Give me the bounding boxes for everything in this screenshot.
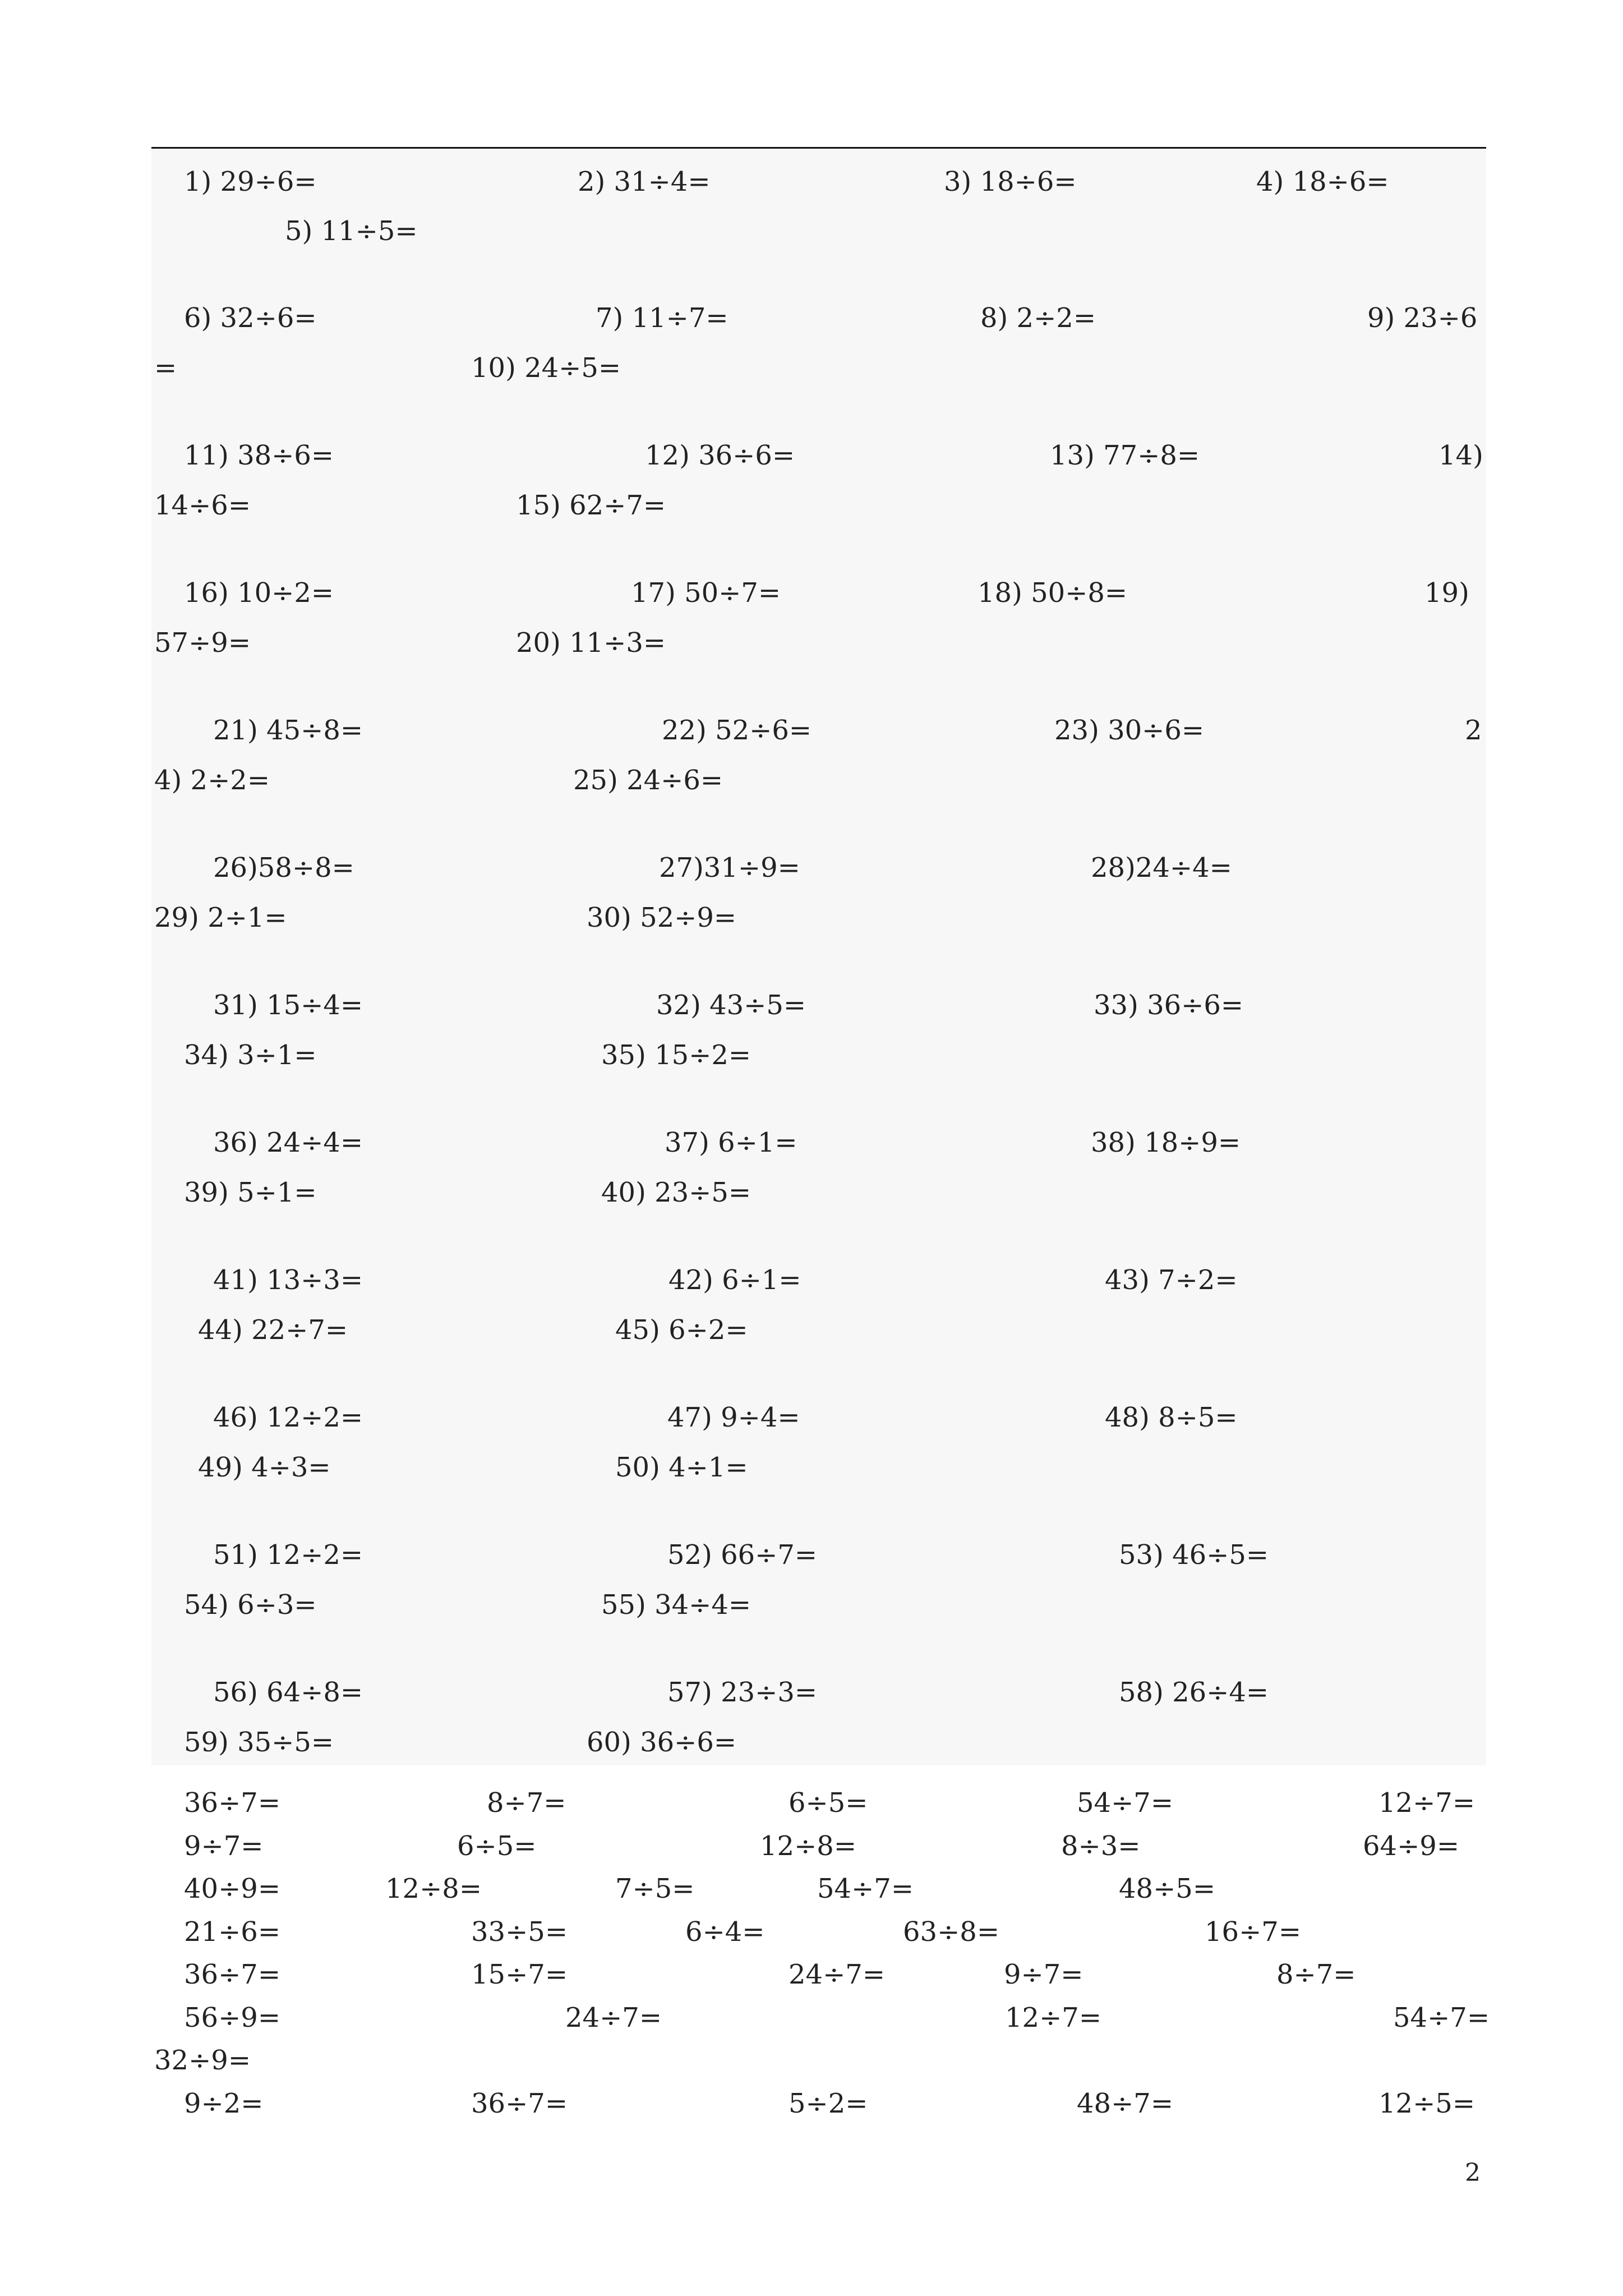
problem: 58) 26÷4=: [1119, 1677, 1269, 1708]
problem: 1) 29÷6=: [184, 166, 317, 197]
extra-problem: 6÷5=: [457, 1830, 537, 1862]
problem: 46) 12÷2=: [213, 1402, 363, 1433]
extra-problem: 9÷7=: [1004, 1959, 1083, 1990]
problem: 16) 10÷2=: [184, 577, 334, 609]
problem: 35) 15÷2=: [601, 1039, 751, 1071]
extra-problem: 8÷3=: [1061, 1830, 1141, 1862]
problem: 31) 15÷4=: [213, 990, 363, 1021]
problem: 22) 52÷6=: [662, 715, 812, 746]
problem: 32) 43÷5=: [656, 990, 806, 1021]
extra-problem: 33÷5=: [471, 1916, 568, 1948]
problem: 5) 11÷5=: [285, 215, 418, 247]
extra-problem: 36÷7=: [471, 2088, 568, 2119]
problem: 34) 3÷1=: [184, 1039, 317, 1071]
problem: 30) 52÷9=: [587, 902, 737, 933]
problem-fragment: 14÷6=: [154, 490, 251, 521]
extra-problem: 54÷7=: [817, 1873, 914, 1904]
extra-problem: 6÷4=: [685, 1916, 765, 1948]
extra-problem: 16÷7=: [1205, 1916, 1302, 1948]
problem: 37) 6÷1=: [665, 1127, 797, 1158]
worksheet-panel: [151, 149, 1486, 1765]
problem: 39) 5÷1=: [184, 1177, 317, 1208]
extra-problem: 64÷9=: [1363, 1830, 1460, 1862]
extra-problem: 12÷7=: [1005, 2002, 1102, 2033]
problem: 4) 18÷6=: [1256, 166, 1389, 197]
problem: 47) 9÷4=: [667, 1402, 800, 1433]
problem: 40) 23÷5=: [601, 1177, 751, 1208]
extra-problem: 9÷2=: [184, 2088, 264, 2119]
problem: 21) 45÷8=: [213, 715, 363, 746]
problem: 54) 6÷3=: [184, 1589, 317, 1621]
problem: 9) 23÷6: [1367, 302, 1478, 334]
extra-problem: 15÷7=: [471, 1959, 568, 1990]
problem: 19): [1424, 577, 1469, 609]
extra-problem: 5÷2=: [789, 2088, 868, 2119]
problem: 29) 2÷1=: [154, 902, 287, 933]
problem: 28)24÷4=: [1091, 852, 1232, 884]
problem: 45) 6÷2=: [615, 1314, 748, 1346]
extra-problem: 54÷7=: [1393, 2002, 1490, 2033]
problem: 13) 77÷8=: [1050, 440, 1200, 471]
problem: 53) 46÷5=: [1119, 1539, 1269, 1571]
problem: 36) 24÷4=: [213, 1127, 363, 1158]
problem-fragment: =: [154, 352, 177, 384]
extra-problem: 9÷7=: [184, 1830, 264, 1862]
problem: 11) 38÷6=: [184, 440, 334, 471]
extra-problem: 8÷7=: [1276, 1959, 1356, 1990]
problem: 23) 30÷6=: [1054, 715, 1205, 746]
problem: 56) 64÷8=: [213, 1677, 363, 1708]
problem: 27)31÷9=: [659, 852, 800, 884]
problem: 59) 35÷5=: [184, 1727, 334, 1758]
problem: 33) 36÷6=: [1094, 990, 1244, 1021]
problem: 41) 13÷3=: [213, 1264, 363, 1296]
problem: 25) 24÷6=: [573, 765, 723, 796]
problem: 17) 50÷7=: [631, 577, 781, 609]
page-number: 2: [1465, 2159, 1481, 2187]
problem-fragment: 2: [1465, 715, 1482, 746]
extra-problem: 21÷6=: [184, 1916, 281, 1948]
problem: 57) 23÷3=: [667, 1677, 818, 1708]
problem: 44) 22÷7=: [198, 1314, 348, 1346]
extra-problem: 36÷7=: [184, 1787, 281, 1819]
extra-problem: 40÷9=: [184, 1873, 281, 1904]
extra-problem: 7÷5=: [615, 1873, 695, 1904]
problem: 2) 31÷4=: [578, 166, 711, 197]
problem: 42) 6÷1=: [668, 1264, 801, 1296]
problem: 18) 50÷8=: [978, 577, 1128, 609]
problem: 52) 66÷7=: [667, 1539, 818, 1571]
problem: 4) 2÷2=: [154, 765, 270, 796]
problem: 49) 4÷3=: [198, 1452, 331, 1483]
extra-problem: 32÷9=: [154, 2045, 251, 2076]
extra-problem: 12÷8=: [385, 1873, 482, 1904]
problem-fragment: 57÷9=: [154, 627, 251, 659]
extra-problem: 63÷8=: [903, 1916, 1000, 1948]
problem: 60) 36÷6=: [587, 1727, 737, 1758]
problem: 43) 7÷2=: [1105, 1264, 1238, 1296]
problem: 38) 18÷9=: [1091, 1127, 1241, 1158]
extra-problem: 24÷7=: [789, 1959, 886, 1990]
extra-problem: 12÷5=: [1378, 2088, 1476, 2119]
extra-problem: 48÷7=: [1077, 2088, 1174, 2119]
extra-problem: 36÷7=: [184, 1959, 281, 1990]
extra-problem: 24÷7=: [565, 2002, 662, 2033]
problem: 50) 4÷1=: [615, 1452, 748, 1483]
problem: 7) 11÷7=: [596, 302, 728, 334]
problem: 8) 2÷2=: [980, 302, 1096, 334]
problem: 15) 62÷7=: [516, 490, 666, 521]
extra-problem: 48÷5=: [1119, 1873, 1216, 1904]
problem: 3) 18÷6=: [944, 166, 1077, 197]
extra-problem: 6÷5=: [789, 1787, 868, 1819]
problem: 55) 34÷4=: [601, 1589, 751, 1621]
problem: 10) 24÷5=: [471, 352, 621, 384]
problem: 20) 11÷3=: [516, 627, 666, 659]
extra-problem: 56÷9=: [184, 2002, 281, 2033]
extra-problem: 8÷7=: [487, 1787, 566, 1819]
extra-problem: 12÷8=: [760, 1830, 857, 1862]
problem: 26)58÷8=: [213, 852, 354, 884]
problem: 6) 32÷6=: [184, 302, 317, 334]
problem: 12) 36÷6=: [645, 440, 795, 471]
problem: 51) 12÷2=: [213, 1539, 363, 1571]
problem: 48) 8÷5=: [1105, 1402, 1238, 1433]
extra-problem: 54÷7=: [1077, 1787, 1174, 1819]
extra-problem: 12÷7=: [1378, 1787, 1476, 1819]
problem: 14): [1438, 440, 1483, 471]
